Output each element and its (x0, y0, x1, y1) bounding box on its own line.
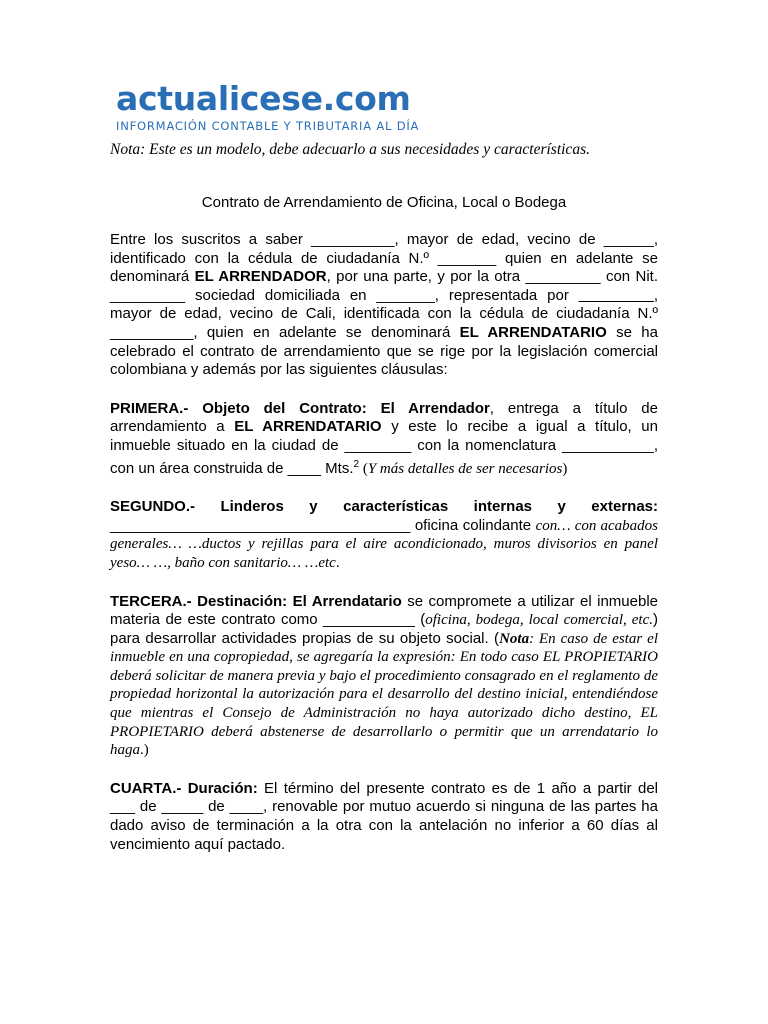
tercera-text-2: ) para desarrollar actividades propias de su objeto social. ( (110, 611, 658, 647)
clause-segundo-heading: SEGUNDO.- Linderos y características internas y externas: (110, 498, 658, 516)
segundo-text-1: ____________________________________ oficina colindante (110, 516, 536, 534)
logo-name: actualicese.com (116, 79, 411, 118)
clause-cuarta (110, 780, 658, 854)
arrendatario-label: EL ARRENDATARIO (459, 323, 607, 341)
clause-segundo (110, 498, 658, 572)
document-body (110, 140, 658, 854)
cuarta-text-1: El término del presente contrato es de 1 año a partir del ___ de _____ de ____, renovable por mutuo acuerdo si ninguna de las partes ha dado aviso de terminación a la otra con la antelación no inferior a 60 días al vencimiento aquí pactado. (110, 779, 659, 853)
intro-text-4: se ha celebrado el contrato de arrendamiento que se rige por la legislación comercial colombiana y además por las siguientes cláusulas: (110, 323, 658, 379)
segundo-italic: con… con acabados generales… …ductos y rejillas para el aire acondicionado, muros divisorios en panel yeso… …, baño con sanitario… …etc (110, 517, 658, 571)
logo (116, 80, 419, 133)
tercera-text-1: se compromete a utilizar el inmueble materia de este contrato como ___________ ( (110, 592, 658, 629)
model-note: Nota: Este es un modelo, debe adecuarlo a sus necesidades y características. (110, 141, 590, 158)
clause-tercera-heading: TERCERA.- Destinación: El Arrendatario (110, 592, 402, 610)
clause-primera (110, 400, 658, 478)
primera-text-3: ( (359, 460, 368, 477)
intro-text-1: Entre los suscritos a saber __________, mayor de edad, vecino de ______, identificado con la cédula de ciudadanía N.º _______ quien en adelante se denominará (110, 231, 658, 286)
primera-text-1: , entrega a título de arrendamiento a (110, 399, 658, 436)
intro-text-3: , mayor de edad, vecino de Cali, identificada con la cédula de ciudadanía N.º __________, quien en adelante se denominará (110, 286, 658, 341)
contract-title: Contrato de Arrendamiento de Oficina, Local o Bodega (201, 194, 567, 211)
primera-italic: Y más detalles de ser necesarios (367, 460, 563, 477)
primera-arrendatario: EL ARRENDATARIO (234, 418, 382, 436)
intro-text-2: , por una parte, y por la otra _________ con Nit. _________ sociedad domiciliada en _______, representada por (110, 268, 659, 304)
clause-primera-heading: PRIMERA.- Objeto del Contrato: El Arrendador (110, 399, 490, 417)
tercera-italic-2: : En caso de estar el inmueble en una copropiedad, se agregaría la expresión: En todo caso EL PROPIETARIO deberá solicitar de manera previa y bajo el procedimiento consagrado en el reglamento de propiedad horizontal la autorización para el desarrollo del destino inicial, entendiéndose que mientras el Consejo de Administración no haya autorizado dicho destino, EL PROPIETARIO deberá abstenerse de desarrollarlo o permitir que un arrendatario lo haga (110, 630, 658, 759)
primera-text-2: y este lo recibe a igual a título, un inmueble situado en la ciudad de ________ con la nomenclatura ___________, con un área construida de ____ Mts. (110, 418, 658, 477)
primera-text-4: ) (562, 460, 568, 477)
clause-tercera (110, 593, 658, 760)
squared-superscript: 2 (353, 458, 360, 470)
logo-tagline: INFORMACIÓN CONTABLE Y TRIBUTARIA AL DÍA (116, 119, 420, 133)
arrendador-label: EL ARRENDADOR (194, 268, 327, 286)
clause-cuarta-heading: CUARTA.- Duración: (110, 779, 258, 797)
tercera-italic-1: oficina, bodega, local comercial, etc. (425, 612, 653, 629)
tercera-nota-label: Nota (499, 630, 530, 647)
segundo-text-2: . (335, 554, 340, 571)
tercera-text-3: .) (140, 742, 149, 759)
representative-blank: _________ (578, 286, 654, 304)
intro-paragraph (110, 231, 658, 380)
